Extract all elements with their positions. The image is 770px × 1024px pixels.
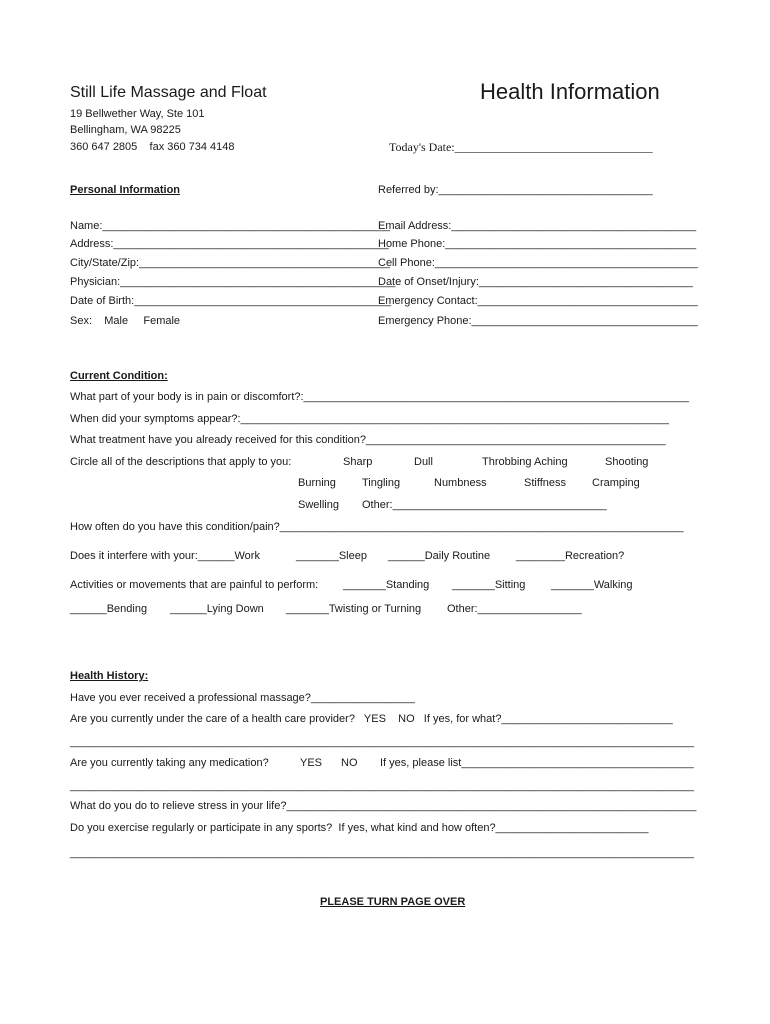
medication-list-field[interactable]: If yes, please list______________________________________: [380, 757, 694, 769]
referred-by-field[interactable]: Referred by:___________________________________: [378, 184, 653, 196]
city-state-zip-field[interactable]: City/State/Zip:_________________________________________: [70, 257, 390, 269]
symptoms-question[interactable]: When did your symptoms appear?:______________________________________________________________________: [70, 413, 669, 425]
address-line-2: Bellingham, WA 98225: [70, 124, 181, 136]
medication-line-2[interactable]: ______________________________________________________________________________________________________: [70, 780, 695, 792]
activity-sitting[interactable]: _______Sitting: [452, 579, 526, 591]
address-field[interactable]: Address:_____________________________________________: [70, 238, 389, 250]
current-condition-heading: Current Condition:: [70, 370, 168, 382]
care-provider-question[interactable]: Are you currently under the care of a health care provider? YES NO If yes, for what?____________________________: [70, 713, 673, 725]
desc-sharp[interactable]: Sharp: [343, 456, 373, 468]
desc-cramping[interactable]: Cramping: [592, 477, 640, 489]
form-title: Health Information: [480, 79, 660, 104]
body-part-question[interactable]: What part of your body is in pain or discomfort?:_______________________________________________________________: [70, 391, 689, 403]
treatment-question[interactable]: What treatment have you already received for this condition?_________________________________________________: [70, 434, 666, 446]
health-history-heading: Health History:: [70, 670, 149, 682]
activity-bending[interactable]: ______Bending: [70, 603, 148, 615]
massage-question[interactable]: Have you ever received a professional massage?_________________: [70, 692, 415, 704]
name-field[interactable]: Name:_______________________________________________: [70, 220, 390, 232]
interfere-sleep[interactable]: _______Sleep: [296, 550, 367, 562]
address-line-1: 19 Bellwether Way, Ste 101: [70, 108, 205, 120]
desc-other-field[interactable]: Other:___________________________________: [362, 499, 607, 511]
onset-field[interactable]: Date of Onset/Injury:___________________________________: [378, 276, 693, 288]
desc-swelling[interactable]: Swelling: [298, 499, 339, 511]
desc-burning[interactable]: Burning: [298, 477, 336, 489]
stress-question[interactable]: What do you do to relieve stress in your life?___________________________________________________________________: [70, 800, 697, 812]
medication-question: Are you currently taking any medication?: [70, 757, 269, 769]
how-often-question[interactable]: How often do you have this condition/pain?__________________________________________________________________: [70, 521, 684, 533]
personal-info-heading: Personal Information: [70, 184, 181, 196]
interfere-work[interactable]: Does it interfere with your:______Work: [70, 550, 260, 562]
cell-phone-field[interactable]: Cell Phone:___________________________________________: [378, 257, 698, 269]
exercise-question[interactable]: Do you exercise regularly or participate in any sports? If yes, what kind and how often?_________________________: [70, 822, 649, 834]
interfere-recreation[interactable]: ________Recreation?: [516, 550, 625, 562]
medication-yes[interactable]: YES: [300, 757, 323, 769]
activity-lying-down[interactable]: ______Lying Down: [170, 603, 264, 615]
exercise-line-2[interactable]: ______________________________________________________________________________________________________: [70, 847, 695, 859]
phone-fax: 360 647 2805 fax 360 734 4148: [70, 141, 235, 153]
activity-walking[interactable]: _______Walking: [551, 579, 633, 591]
desc-numbness[interactable]: Numbness: [434, 477, 487, 489]
desc-shooting[interactable]: Shooting: [605, 456, 649, 468]
activity-other-field[interactable]: Other:_________________: [447, 603, 582, 615]
emergency-phone-field[interactable]: Emergency Phone:_____________________________________: [378, 315, 698, 327]
date-of-birth-field[interactable]: Date of Birth:__________________________________________: [70, 295, 392, 307]
care-provider-line-2[interactable]: ______________________________________________________________________________________________________: [70, 736, 695, 748]
activity-twisting[interactable]: _______Twisting or Turning: [286, 603, 422, 615]
circle-descriptions-label: Circle all of the descriptions that apply to you:: [70, 456, 292, 468]
business-name: Still Life Massage and Float: [70, 84, 267, 101]
turn-page-over-note: PLEASE TURN PAGE OVER: [320, 896, 466, 908]
desc-dull[interactable]: Dull: [414, 456, 433, 468]
interfere-daily-routine[interactable]: ______Daily Routine: [388, 550, 491, 562]
home-phone-field[interactable]: Home Phone:_________________________________________: [378, 238, 697, 250]
todays-date-field[interactable]: Today's Date:_________________________________: [389, 140, 653, 154]
activity-standing[interactable]: _______Standing: [343, 579, 430, 591]
physician-field[interactable]: Physician:_____________________________________________: [70, 276, 396, 288]
medication-no[interactable]: NO: [341, 757, 358, 769]
desc-tingling[interactable]: Tingling: [362, 477, 401, 489]
emergency-contact-field[interactable]: Emergency Contact:____________________________________: [378, 295, 698, 307]
sex-options[interactable]: Sex: Male Female: [70, 315, 181, 327]
desc-stiffness[interactable]: Stiffness: [524, 477, 566, 489]
desc-throbbing-aching[interactable]: Throbbing Aching: [482, 456, 568, 468]
activities-label: Activities or movements that are painful to perform:: [70, 579, 319, 591]
email-field[interactable]: Email Address:________________________________________: [378, 220, 697, 232]
